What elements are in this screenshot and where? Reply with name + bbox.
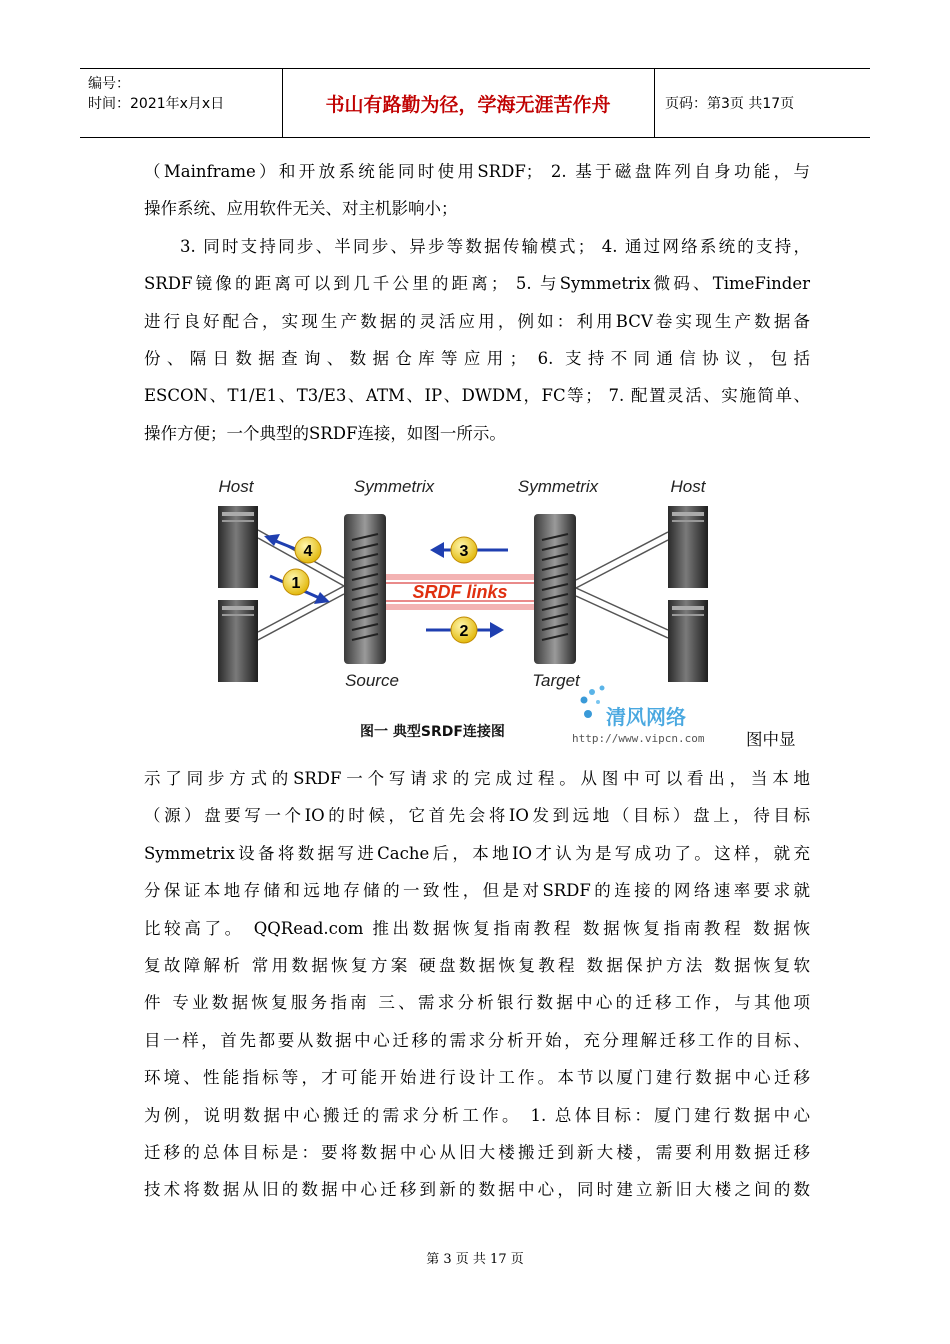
figure-caption: 图一 典型SRDF连接图: [360, 724, 505, 740]
srdf-links-label: SRDF links: [412, 582, 508, 602]
header-motto: 书山有路勤为径，学海无涯苦作舟: [282, 69, 655, 137]
header-page-code: 页码：第3页 共17页: [665, 96, 795, 112]
cables-right: [576, 532, 668, 638]
page-header: [80, 68, 870, 138]
text-line: 复故障解析 常用数据恢复方案 硬盘数据恢复教程 数据保护方法 数据恢复软: [144, 956, 810, 976]
time-label: 时间：2021年x月x日: [88, 96, 225, 112]
symmetrix-right-label: Symmetrix: [517, 477, 599, 496]
number-label: 编号：: [88, 76, 130, 92]
step-badge-1: [283, 569, 309, 595]
text-line: 迁移的总体目标是：要将数据中心从旧大楼搬迁到新大楼，需要利用数据迁移: [144, 1143, 810, 1163]
watermark-logo: [581, 686, 605, 719]
step-badge-2: [451, 617, 477, 643]
svg-text:4: 4: [303, 543, 313, 560]
text-line: SRDF镜像的距离可以到几千公里的距离； 5. 与Symmetrix微码、TimeFinder: [144, 274, 810, 294]
text-line: 示了同步方式的SRDF一个写请求的完成过程。从图中可以看出，当本地: [144, 769, 810, 788]
svg-text:1: 1: [291, 575, 301, 592]
body-text-top: [144, 153, 810, 452]
symmetrix-source: [344, 514, 386, 664]
symmetrix-left-label: Symmetrix: [353, 477, 435, 496]
watermark-url: http://www.vipcn.com: [572, 732, 705, 745]
target-label: Target: [532, 671, 580, 690]
source-label: Source: [345, 671, 399, 690]
text-line: 3. 同时支持同步、半同步、异步等数据传输模式； 4. 通过网络系统的支持，: [180, 236, 810, 256]
body-text-bottom: [144, 760, 810, 1209]
text-line: ESCON、T1/E1、T3/E3、ATM、IP、DWDM，FC等； 7. 配置灵活、实施简单、: [144, 386, 810, 406]
host-right-top: [668, 506, 708, 588]
svg-text:2: 2: [459, 623, 469, 640]
text-line: 环境、性能指标等，才可能开始进行设计工作。本节以厦门建行数据中心迁移: [144, 1068, 810, 1088]
watermark-name: 清风网络: [606, 705, 686, 729]
page-footer: 第 3 页 共 17 页: [426, 1252, 524, 1267]
text-line: （源）盘要写一个IO的时候，它首先会将IO发到远地（目标）盘上，待目标: [144, 806, 810, 826]
text-line: Symmetrix设备将数据写进Cache后，本地IO才认为是写成功了。这样，就充: [144, 843, 810, 863]
text-line: 件 专业数据恢复服务指南 三、需求分析银行数据中心的迁移工作，与其他项: [144, 993, 810, 1013]
step-badge-4: [295, 537, 321, 563]
text-line: 进行良好配合，实现生产数据的灵活应用，例如：利用BCV卷实现生产数据备: [144, 311, 810, 331]
text-line: 操作方便；一个典型的SRDF连接，如图一所示。: [144, 423, 506, 443]
text-line: 操作系统、应用软件无关、对主机影响小；: [144, 199, 458, 219]
text-line: 为例，说明数据中心搬迁的需求分析工作。 1. 总体目标：厦门建行数据中心: [144, 1105, 810, 1125]
host-left-bottom: [218, 600, 258, 682]
host-left-top: [218, 506, 258, 588]
text-line: （Mainframe）和开放系统能同时使用SRDF； 2. 基于磁盘阵列自身功能，与: [144, 162, 810, 181]
srdf-diagram: [208, 470, 738, 752]
text-line: 份、隔日数据查询、数据仓库等应用； 6. 支持不同通信协议，包括: [144, 349, 810, 369]
text-line: 目一样，首先都要从数据中心迁移的需求分析开始，充分理解迁移工作的目标、: [144, 1030, 810, 1050]
trailing-text: 图中显: [746, 730, 796, 749]
header-info-cell: [80, 69, 283, 137]
symmetrix-target: [534, 514, 576, 664]
text-line: 比较高了。 QQRead.com 推出数据恢复指南教程 数据恢复指南教程 数据恢: [144, 918, 810, 938]
host-left-label: Host: [218, 477, 254, 496]
step-badge-3: [451, 537, 477, 563]
text-line: 技术将数据从旧的数据中心迁移到新的数据中心，同时建立新旧大楼之间的数: [144, 1180, 810, 1200]
svg-text:3: 3: [459, 543, 469, 560]
host-right-label: Host: [670, 477, 706, 496]
host-right-bottom: [668, 600, 708, 682]
text-line: 分保证本地存储和远地存储的一致性，但是对SRDF的连接的网络速率要求就: [144, 881, 810, 901]
